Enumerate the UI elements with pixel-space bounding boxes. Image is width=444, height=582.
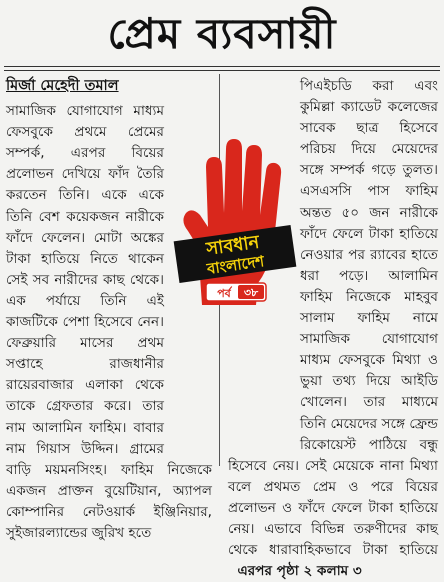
series-logo: [172, 135, 298, 305]
continuation-text: এরপর পৃষ্ঠা ২ কলাম ৩: [237, 563, 362, 580]
left-column-text: সামাজিক যোগাযোগ মাধ্যম ফেসবুকে প্রথমে প্রেমের সম্পর্ক, এরপর বিয়ের প্রলোভন দেখিয়ে ফাঁদ তৈরি করতেন তিনি। একে একে তিনি বেশ কয়েকজন নারীকে ফাঁদে ফেলেন। মোটা অঙ্কের টাকা হাতিয়ে নিতে থাকেন সেই সব নারীদের কাছ থেকে। এক পর্যায়ে তিনি এই কাজটিকে পেশা হিসেবে নেন। ফেব্রুয়ারি মাসের প্রথম সপ্তাহে রাজধানীর রায়েরবাজার এলাকা থেকে তাকে গ্রেফতার করে। তার নাম আলামিন ফাহিম। বাবার নাম গিয়াস উদ্দিন। গ্রামের বাড়ি ময়মনসিংহ। ফাহিম নিজেকে একজন প্রাক্তন বুয়েটিয়ান, অ্যাপল কোম্পানির নেটওয়ার্ক ইঞ্জিনিয়ার, সুইজারল্যান্ডের জুরিখ হতে: [6, 103, 212, 541]
headline: প্রেম ব্যবসায়ী: [107, 9, 337, 58]
episode-badge: [206, 283, 266, 301]
headline-rule-top: [4, 66, 440, 67]
byline: মির্জা মেহেদী তমাল: [6, 78, 119, 94]
banner-line-2: বাংলাদেশ: [205, 252, 266, 278]
episode-label: পর্ব: [217, 287, 231, 300]
headline-rule-bottom: [4, 70, 440, 71]
right-column-body: পিএইচডি করা এবং কুমিল্লা ক্যাডেট কলেজের সাবেক ছাত্র হিসেবে পরিচয় দিয়ে মেয়েদের সঙ্গে সম্পর্ক গড়ে তুলত। এসএসসি পাস ফাহিম অন্তত ৫০ জন নারীকে ফাঁদে ফেলে টাকা হাতিয়ে নেওয়ার পর র‍্যাবের হাতে ধরা পড়ে। আলামিন ফাহিম নিজেকে মাহবুব সালাম ফাহিম নামে সামাজিক যোগাযোগ মাধ্যম ফেসবুকে মিথ্যা ও ভুয়া তথ্য দিয়ে আইডি খোলেন। তার মাধ্যমে তিনি মেয়েদের সঙ্গে ফ্রেন্ড রিকোয়েস্ট পাঠিয়ে বন্ধু হিসেবে নেয়। সেই মেয়েকে নানা মিথ্যা বলে প্রথমত প্রেম ও পরে বিয়ের প্রলোভন ও ফাঁদে ফেলে টাকা হাতিয়ে নেয়। এভাবে বিভিন্ন তরুণীদের কাছ থেকে ধারাবাহিকভাবে টাকা হাতিয়ে: [228, 78, 438, 559]
episode-number: ৩৮: [243, 286, 259, 299]
banner-line-1: সাবধান: [205, 231, 261, 260]
continuation-note: [228, 563, 362, 579]
